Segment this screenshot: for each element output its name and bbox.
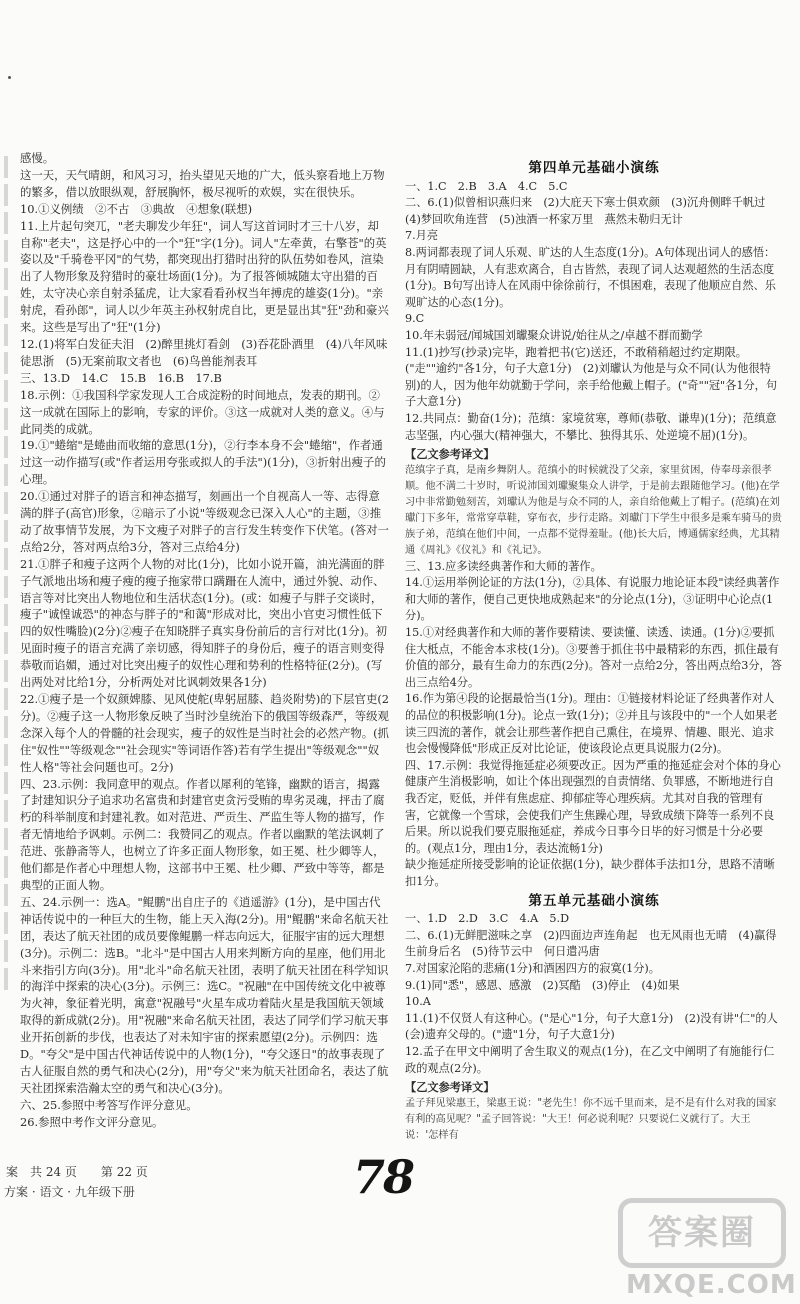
- translation-paragraph: 范缜字子真，是南乡舞阴人。范缜小的时候就没了父亲，家里贫困，侍奉母亲很孝顺。他不满二十岁时，听说沛国刘瓛聚集众人讲学，于是前去跟随他学习。(他)在学习中非常勤勉刻苦，刘瓛认为他是与众不同的人，亲自给他戴上了帽子。(范缜)在刘瓛门下多年，常常穿草鞋，穿布衣，步行走路。刘瓛门下学生中很多是乘车骑马的贵族子弟，范缜在他们中间，一点都不觉得羞耻。(他)长大后，博通儒家经典，尤其精通《周礼》《仪礼》和《礼记》。: [405, 464, 782, 556]
- answer-paragraph: 16.作为第④段的论据最恰当(1分)。理由：①链接材料论证了经典著作对人的品位的积极影响(1分)。论点一致(1分)；②并且与该段中的"一个人如果老读三四流的著作，就会让那些著作把自己熏住，在境界、情趣、眼光、追求也会慢慢降低"形成正反对比论证，使该段论点更具说服力(2分)。: [405, 692, 778, 756]
- answer-paragraph: 一、1.C 2.B 3.A 4.C 5.C: [405, 179, 568, 193]
- answer-paragraph: 一、1.D 2.D 3.C 4.A 5.D: [405, 912, 570, 926]
- answer-paragraph: 10.A: [405, 995, 431, 1009]
- answer-paragraph: 15.①对经典著作和大师的著作要精读、要读懂、读透、读通。(1分)②要抓住大柢点，不能舍本求枝(1分)。③要善于抓住书中最精彩的东西，抓住最有价值的部分，最有生命力的东西(2分)。答对一点给2分，答出两点给3分，答出三点给4分。: [405, 626, 782, 689]
- answer-paragraph: 26.参照中考作文评分意见。: [20, 1114, 164, 1129]
- answer-paragraph: 12.(1)将军白发征夫泪 (2)醉里挑灯看剑 (3)吞花卧酒里 (4)八年风味徒思浙 (5)无案前取文者也 (6)鸟兽能剂表耳: [20, 336, 388, 368]
- watermark-url: MXQE.COM: [626, 1270, 797, 1300]
- watermark-logo: 答案圈: [618, 1198, 786, 1268]
- answer-paragraph: 10.①义例绩 ②不古 ③典故 ④想象(联想): [20, 201, 253, 216]
- section-heading: 第四单元基础小演练: [528, 160, 660, 176]
- answer-paragraph: 四、23.示例：我同意甲的观点。作者以犀利的笔锋，幽默的语言，揭露了封建知识分子追求功名富贵和封建官吏贪污受贿的卑劣灵魂，抨击了腐朽的科举制度和封建礼教。如对范进、严贡生、严监生等人物的描写，作者无情地给予讽刺。示例二：我赞同乙的观点。作者以幽默的笔法讽刺了范进、张静斋等人，也树立了许多正面人物形象，如王冕、杜少卿等人，他们都是作者心中理想人物，这部书中王冕、杜少卿、严致中等等，都是典型的正面人物。: [20, 776, 385, 892]
- translation-label: 【乙文参考译文】: [405, 1080, 495, 1095]
- answer-paragraph: 三、13.D 14.C 15.B 16.B 17.B: [20, 370, 222, 385]
- answer-paragraph: 14.①运用举例论证的方法(1分)，②具体、有说服力地论证本段"读经典著作和大师的著作，便自己更快地成熟起来"的分论点(1分)，③证明中心论点(1分)。: [405, 576, 780, 623]
- answer-paragraph: 21.①胖子和瘦子这两个人物的对比(1分)，比如小说开篇，油光满面的胖子气派地出场和瘦子瘦的瘦子拖家带口蹒跚在人流中，通过外貌、动作、语言等对比突出人物地位和生活状态(1分)。(或：如瘦子与胖子交谈时，瘦子"诚惶诚恐"的神态与胖子的"和蔼"形成对比，突出小官吏习惯性低下四的奴性嘴脸)(2分)②瘦子在知晓胖子真实身份前后的言行对比(1分)。初见面时瘦子的语言充满了亲切感，得知胖子的身份后，瘦子的语言则变得恭敬而谄媚，通过对比突出瘦子的奴性心理和势利的性格特征(2分)。(写出两处对比给1分，分析两处对比讽刺效果各1分): [20, 556, 388, 690]
- answer-paragraph: 9.(1)同"悉"，感恩、感激 (2)冥酷 (3)停止 (4)如果: [405, 978, 680, 992]
- answer-paragraph: 7.月亮: [405, 229, 439, 243]
- answer-paragraph: 18.示例：①我国科学家发现人工合成淀粉的时间地点，发表的期刊。②这一成就在国际上的影响，专家的评价。③这一成就对人类的意义。④与此同类的成就。: [20, 387, 385, 436]
- answer-paragraph: 二、6.(1)无鲜肥滋味之享 (2)四面边声连角起 也无风雨也无晴 (4)赢得生前身后名 (5)待节云中 何日遣冯唐: [405, 928, 777, 959]
- answer-paragraph: 12.共同点：勤奋(1分)；范缜：家境贫寒，尊师(恭敬、谦卑)(1分)；范缜意志坚强，内心强大(精神强大，不攀比、独得其乐、处逆境不屈)(1分)。: [405, 411, 777, 442]
- binding-edge-marks: [0, 150, 14, 1184]
- answer-paragraph: 二、6.(1)似曾相识燕归来 (2)大庇天下寒士俱欢颜 (3)沉舟侧畔千帆过 (4)梦回吹角连营 (5)浊酒一杯家万里 燕然未勒归无计: [405, 196, 777, 226]
- answer-paragraph: 感慢。: [20, 151, 55, 165]
- watermark: [618, 1196, 797, 1304]
- answer-paragraph: 11.(1)抄写(抄录)完毕，跑着把书(它)送还，不敢稍稍超过约定期限。("走""逾约"各1分，句子大意1分) (2)刘瓛认为他是与众不同(认为他很特别)的人，因为他年幼就勤于学问，亲手给他戴上帽子。("奇""冠"各1分，句子大意1分): [405, 345, 778, 409]
- answer-paragraph: 7.对国家沦陷的悲痛(1分)和酒困四方的寂寞(1分)。: [405, 961, 660, 975]
- answer-paragraph: 缺少拖延症所接受影响的论证依据(1分)，缺少群体手法扣1分，思路不清晰扣1分。: [405, 858, 775, 888]
- right-answer-column: [405, 150, 783, 1144]
- answer-paragraph: 这一天，天气晴朗，和风习习，抬头望见天地的广大，低头察看地上万物的繁多，借以放眼纵观，舒展胸怀，极尽视听的欢娱，实在很快乐。: [20, 167, 385, 199]
- answer-paragraph: 五、24.示例一：选A。"鲲鹏"出自庄子的《逍遥游》(1分)，是中国古代神话传说中的一种巨大的生物，能上天入海(2分)。用"鲲鹏"来命名航天社团，表达了航天社团的成员要像鲲鹏一样志向远大，征服宇宙的远大理想(3分)。示例二：选B。"北斗"是中国古人用来判断方向的星座，他们用北斗来指引方向(3分)。用"北斗"命名航天社团，表明了航天社团在科学知识的海洋中探索的决心(3分)。示例三：选C。"祝融"在中国传统文化中被尊为火神，象征着光明，寓意"祝融号"火星车成功着陆火星是我国航天领域取得的新成就(2分)。用"祝融"来命名航天社团，表达了同学们学习航天事业开拓创新的步伐，也表达了对未知宇宙的探索愿望(2分)。示例四：选D。"夸父"是中国古代神话传说中的人物(1分)，"夸父逐日"的故事表现了古人征服自然的勇气和决心(2分)，用"夸父"来为航天社团命名，表达了航天社团探索浩瀚太空的勇气和决心(3分)。: [20, 894, 389, 1095]
- translation-label: 【乙文参考译文】: [405, 447, 495, 462]
- answer-paragraph: 22.①瘦子是一个奴颜婢膝、见风使舵(卑躬屈膝、趋炎附势)的下层官吏(2分)。②瘦子这一人物形象反映了当时沙皇统治下的俄国等级森严，等级观念深入每个人的骨髓的社会现实，瘦子的奴性是当时社会的必然产物。(抓住"奴性""等级观念""社会现实"等词语作答)若有学生提出"等级观念""奴性人格"等社会问题也可。2分): [20, 692, 390, 774]
- footer-page-info: 案 共 24 页 第 22 页: [6, 1165, 148, 1179]
- answer-paragraph: 三、13.应多读经典著作和大师的著作。: [405, 559, 602, 573]
- translation-paragraph: 孟子拜见梁惠王，梁惠王说："老先生！你不远千里而来，是不是有什么对我的国家有利的高见呢？"孟子回答说："大王！何必说利呢？只要说仁义就行了。大王说：'怎样有: [405, 1097, 777, 1141]
- answer-paragraph: 20.①通过对胖子的语言和神态描写，刻画出一个自视高人一等、志得意满的胖子(高官)形象，②暗示了小说"等级观念已深入人心"的主题，③推动了故事情节发展，为下文瘦子对胖子的言行发生转变作下伏笔。(答对一点给2分，答对两点给3分，答对三点给4分): [20, 489, 389, 554]
- section-heading: 第五单元基础小演练: [528, 892, 660, 909]
- answer-paragraph: 9.C: [405, 312, 425, 326]
- answer-paragraph: 11.上片起句突兀，"老夫聊发少年狂"，词人写这首词时才三十八岁，却自称"老夫"，这是抒心中的一个"狂"字(1分)。词人"左牵黄，右擎苍"的英姿以及"千骑卷平冈"的气势，都突现出打猎时出狩的队伍势如卷风，渲染出了人物形象及狩猎时的豪壮场面(1分)。为了报答倾城随太守出猎的百姓，太守决心亲自射杀猛虎，让大家看看孙权当年搏虎的雄姿(1分)。"亲射虎，看孙郎"，词人以少年英主孙权射虎自比，更是显出其"狂"劲和豪兴来。这些是写出了"狂"(1分): [20, 218, 389, 335]
- answer-paragraph: 六、25.参照中考答写作评分意见。: [20, 1097, 198, 1112]
- answer-paragraph: 11.(1)不仅贤人有这种心。("是心"1分，句子大意1分) (2)没有讲"仁"的人(会)遗弃父母的。("遗"1分，句子大意1分): [405, 1011, 778, 1042]
- answer-paragraph: 19.①"蜷缩"是蜷曲而收缩的意思(1分)，②行李本身不会"蜷缩"，作者通过这一动作描写(或"作者运用夸张或拟人的手法")(1分)，③折射出瘦子的心理。: [20, 438, 386, 487]
- page-number: 78: [353, 1150, 414, 1204]
- footer-book-title: 方案 · 语文 · 九年级下册: [4, 1185, 135, 1199]
- left-answer-column: [20, 150, 390, 1131]
- answer-paragraph: 四、17.示例：我觉得拖延症必须要改正。因为严重的拖延症会对个体的身心健康产生消极影响，如让个体出现强烈的自责情绪、负罪感，不断地进行自我否定，贬低，并伴有焦虑症、抑郁症等心理疾病。尤其对自我的管理有害，它就像一个雪球，会使我们产生焦躁心理，导致成绩下降等一系列不良后果。所以说我们要克服拖延症，养成今日事今日毕的好习惯是十分必要的。(观点1分，理由1分，表达流畅1分): [405, 758, 781, 855]
- answer-paragraph: 12.孟子在甲文中阐明了舍生取义的观点(1分)，在乙文中阐明了有施能行仁政的观点(2分)。: [405, 1044, 775, 1075]
- scan-speck: [8, 76, 11, 79]
- answer-paragraph: 10.年未弱冠/闻城国刘瓛聚众讲说/始往从之/卓越不群而勤学: [405, 328, 703, 342]
- answer-paragraph: 8.两词都表现了词人乐观、旷达的人生态度(1分)。A句体现出词人的感悟：月有阴晴圆缺，人有悲欢离合，自古皆然，表现了词人达观超然的生活态度(1分)。B句写出诗人在风雨中徐徐前行，不惧困难，表现了他顺应自然、乐观旷达的心态(1分)。: [405, 245, 776, 309]
